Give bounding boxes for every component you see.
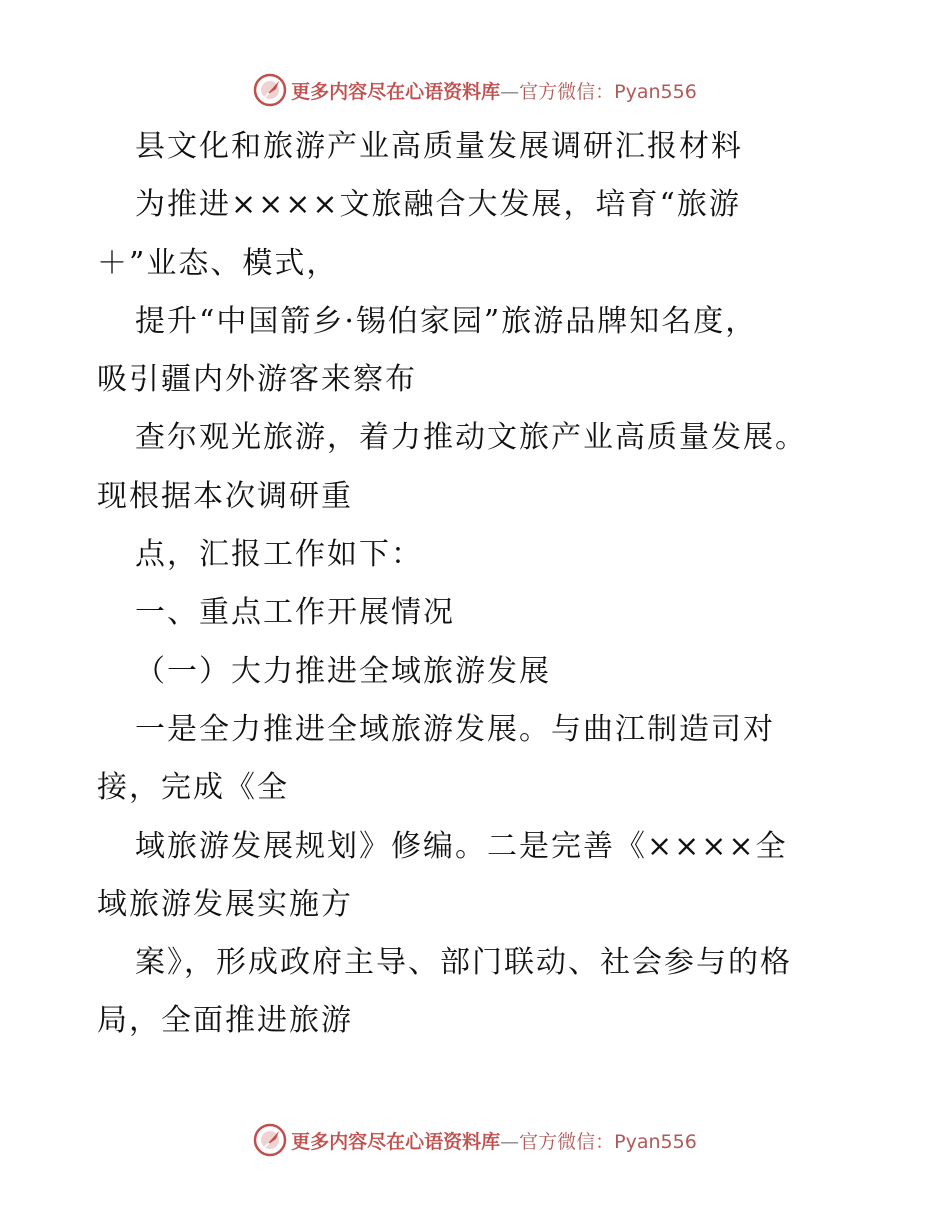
watermark-contact-text: 官方微信：Pyan556 [519, 1130, 697, 1153]
text-line: 现根据本次调研重 [97, 478, 353, 514]
text-line: 局，全面推进旅游 [97, 1003, 353, 1039]
watermark-brand-text: 更多内容尽在心语资料库 [291, 80, 501, 103]
text-line: 查尔观光旅游，着力推动文旅产业高质量发展。 [135, 420, 807, 456]
text-line: 一是全力推进全域旅游发展。与曲江制造司对 [135, 711, 775, 747]
text-line: 域旅游发展实施方 [97, 886, 353, 922]
watermark-banner-top [0, 70, 950, 110]
feather-logo-icon [253, 73, 287, 107]
text-line: 一、重点工作开展情况 [135, 595, 455, 631]
text-line: 为推进××××文旅融合大发展，培育“旅游 [135, 187, 741, 223]
text-line: 案》，形成政府主导、部门联动、社会参与的格 [135, 945, 792, 981]
text-line: 吸引疆内外游客来察布 [97, 362, 417, 398]
watermark-contact-text: 官方微信：Pyan556 [519, 80, 697, 103]
watermark-separator: — [500, 1130, 520, 1153]
watermark-banner-bottom [0, 1120, 950, 1160]
text-line: 域旅游发展规划》修编。二是完善《××××全 [135, 828, 788, 864]
watermark-brand-text: 更多内容尽在心语资料库 [291, 1130, 501, 1153]
text-line: 点，汇报工作如下： [135, 537, 423, 573]
text-line: ＋”业态、模式， [97, 245, 339, 281]
document-body [97, 118, 877, 1051]
text-line: 县文化和旅游产业高质量发展调研汇报材料 [135, 129, 743, 164]
text-line: 接，完成《全 [97, 770, 289, 806]
watermark-separator: — [500, 80, 520, 103]
feather-logo-icon [253, 1123, 287, 1157]
text-line: （一）大力推进全域旅游发展 [135, 653, 551, 689]
text-line: 提升“中国箭乡·锡伯家园”旅游品牌知名度， [135, 303, 758, 339]
